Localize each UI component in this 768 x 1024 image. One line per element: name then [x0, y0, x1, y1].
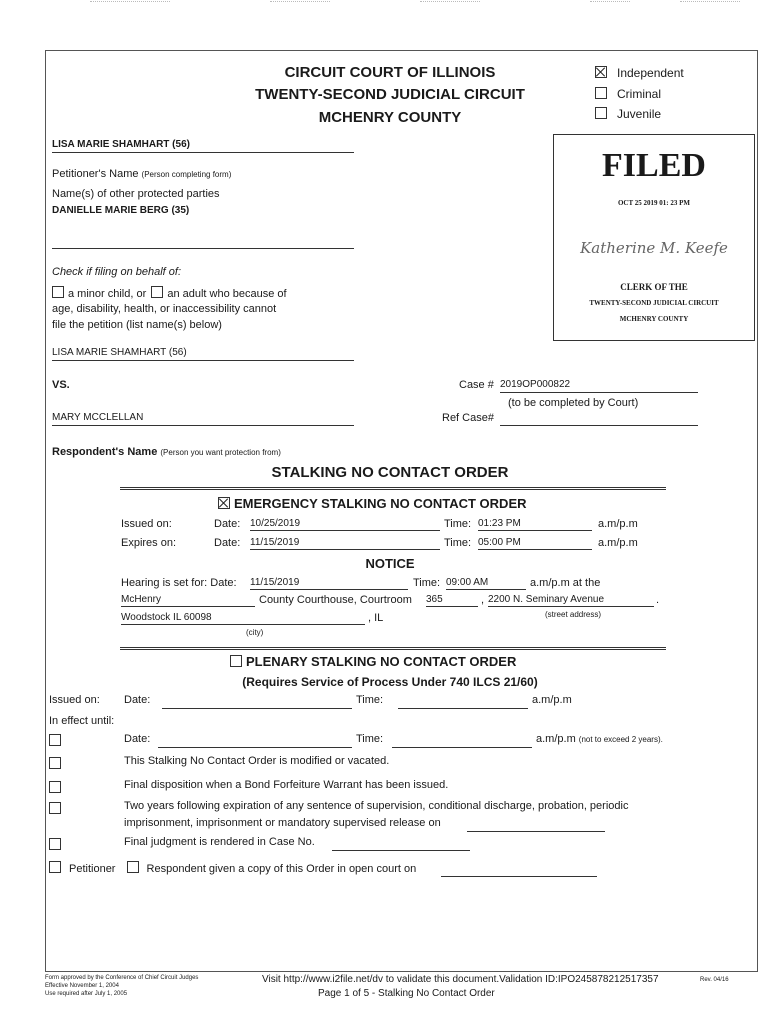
- city-field[interactable]: Woodstock IL 60098: [121, 612, 365, 625]
- divider: [120, 487, 666, 490]
- issued-time-field[interactable]: 01:23 PM: [478, 518, 592, 531]
- emergency-title: EMERGENCY STALKING NO CONTACT ORDER: [218, 496, 527, 511]
- respondent-copy-checkbox[interactable]: [127, 861, 139, 873]
- petitioner-name-field[interactable]: LISA MARIE SHAMHART (56): [52, 139, 354, 153]
- behalf-name-field[interactable]: LISA MARIE SHAMHART (56): [52, 347, 354, 361]
- issued-time-label: Time:: [444, 518, 472, 530]
- clerk-line-3: MCHENRY COUNTY: [619, 315, 689, 323]
- issued-date-field[interactable]: 10/25/2019: [250, 518, 440, 531]
- street-note: (street address): [545, 610, 602, 619]
- hearing-ampm: a.m/p.m at the: [530, 577, 601, 589]
- courtroom-field[interactable]: 365: [426, 594, 478, 607]
- county-name: MCHENRY COUNTY: [318, 109, 462, 126]
- two-years-checkbox[interactable]: [49, 802, 61, 814]
- petitioner-name-label: Petitioner's Name (Person completing form): [52, 168, 232, 180]
- case-type-independent[interactable]: Independent: [595, 66, 684, 80]
- checkbox-icon[interactable]: [595, 87, 607, 99]
- expires-date-label: Date:: [214, 537, 241, 549]
- filed-datetime: OCT 25 2019 01: 23 PM: [617, 199, 690, 207]
- approval-note: Form approved by the Conference of Chief Circuit Judges Effective November 1, 2004 Use required after July 1, 2005: [45, 975, 199, 997]
- issued-ampm: a.m/p.m: [598, 518, 638, 530]
- until-date-field[interactable]: [158, 747, 352, 748]
- clerk-line-1: CLERK OF THE: [620, 282, 688, 292]
- behalf-line-2: age, disability, health, or inaccessibility cannot: [52, 303, 277, 315]
- two-years-text-2: imprisonment, imprisonment or mandatory supervised release on: [124, 817, 441, 829]
- state-label: , IL: [368, 612, 384, 624]
- respondent-name-field[interactable]: MARY MCCLELLAN: [52, 412, 354, 426]
- case-note: (to be completed by Court): [508, 397, 639, 409]
- case-number-field[interactable]: 2019OP000822: [500, 379, 698, 393]
- petitioner-copy-checkbox[interactable]: [49, 861, 61, 873]
- plenary-checkbox[interactable]: [230, 655, 242, 667]
- emergency-checkbox[interactable]: [218, 497, 230, 509]
- clerk-signature: Katherine M. Keefe: [580, 239, 728, 257]
- minor-child-checkbox[interactable]: [52, 286, 64, 298]
- other-parties-label: Name(s) of other protected parties: [52, 188, 220, 200]
- until-time-label: Time:: [356, 733, 384, 745]
- judgment-case-field[interactable]: [332, 850, 470, 851]
- until-ampm: a.m/p.m (not to exceed 2 years).: [536, 733, 663, 745]
- city-note: (city): [246, 628, 264, 637]
- plenary-subtitle: (Requires Service of Process Under 740 ILCS 21/60): [242, 675, 538, 689]
- expires-time-label: Time:: [444, 537, 472, 549]
- case-type-juvenile[interactable]: Juvenile: [595, 107, 661, 121]
- hearing-date-field[interactable]: 11/15/2019: [250, 577, 408, 590]
- court-name: CIRCUIT COURT OF ILLINOIS: [284, 64, 496, 81]
- until-date-checkbox[interactable]: [49, 734, 61, 746]
- hearing-label: Hearing is set for: Date:: [121, 577, 237, 589]
- open-court-date-field[interactable]: [441, 876, 597, 877]
- plenary-issued-label: Issued on:: [49, 694, 100, 706]
- vs-label: VS.: [52, 379, 70, 391]
- modified-row: [49, 757, 65, 771]
- hearing-time-field[interactable]: 09:00 AM: [446, 577, 526, 590]
- courthouse-label: County Courthouse, Courtroom: [259, 594, 412, 606]
- release-date-field[interactable]: [467, 831, 605, 832]
- plenary-issued-time-field[interactable]: [398, 708, 528, 709]
- case-type-criminal[interactable]: Criminal: [595, 87, 661, 101]
- period: .: [656, 594, 660, 606]
- other-parties-line[interactable]: [52, 248, 354, 249]
- in-effect-label: In effect until:: [49, 715, 115, 727]
- ref-case-field[interactable]: [500, 425, 698, 426]
- revision: Rev. 04/16: [700, 977, 729, 983]
- circuit-name: TWENTY-SECOND JUDICIAL CIRCUIT: [255, 86, 525, 103]
- copy-line: Petitioner Respondent given a copy of this Order in open court on: [49, 861, 416, 875]
- checked-box-icon[interactable]: [595, 66, 607, 78]
- other-parties-value[interactable]: DANIELLE MARIE BERG (35): [52, 205, 190, 216]
- divider: [120, 647, 666, 650]
- filed-title: FILED: [602, 147, 706, 184]
- modified-checkbox[interactable]: [49, 757, 61, 769]
- expires-on-label: Expires on:: [121, 537, 177, 549]
- checkbox-icon[interactable]: [595, 107, 607, 119]
- filed-stamp: [553, 134, 755, 341]
- plenary-time-label: Time:: [356, 694, 384, 706]
- expires-date-field[interactable]: 11/15/2019: [250, 537, 440, 550]
- hearing-time-label: Time:: [413, 577, 441, 589]
- comma: ,: [481, 594, 485, 606]
- county-field[interactable]: McHenry: [121, 594, 255, 607]
- plenary-date-label: Date:: [124, 694, 151, 706]
- until-date-label: Date:: [124, 733, 151, 745]
- notice-title: NOTICE: [365, 556, 415, 571]
- plenary-ampm: a.m/p.m: [532, 694, 572, 706]
- expires-time-field[interactable]: 05:00 PM: [478, 537, 592, 550]
- modified-text: This Stalking No Contact Order is modified or vacated.: [124, 755, 390, 767]
- issued-on-label: Issued on:: [121, 518, 172, 530]
- ref-case-label: Ref Case#: [442, 412, 494, 424]
- plenary-title: PLENARY STALKING NO CONTACT ORDER: [230, 654, 516, 669]
- case-number-label: Case #: [459, 379, 494, 391]
- behalf-label: Check if filing on behalf of:: [52, 266, 182, 278]
- bond-checkbox[interactable]: [49, 781, 61, 793]
- bond-row: [49, 781, 65, 795]
- judgment-checkbox[interactable]: [49, 838, 61, 850]
- judgment-row: [49, 838, 65, 852]
- judgment-text: Final judgment is rendered in Case No.: [124, 836, 315, 848]
- behalf-line-3: file the petition (list name(s) below): [52, 319, 222, 331]
- page-number: Page 1 of 5 - Stalking No Contact Order: [318, 988, 495, 999]
- clerk-line-2: TWENTY-SECOND JUDICIAL CIRCUIT: [589, 299, 719, 307]
- behalf-options: a minor child, or an adult who because of: [52, 286, 287, 300]
- issued-date-label: Date:: [214, 518, 241, 530]
- until-time-field[interactable]: [392, 747, 532, 748]
- two-years-text-1: Two years following expiration of any sentence of supervision, conditional discharge, probation, periodic: [124, 800, 629, 812]
- validation-text: Visit http://www.i2file.net/dv to validate this document.Validation ID:IPO245878212517357: [262, 974, 659, 985]
- order-title: STALKING NO CONTACT ORDER: [271, 464, 509, 481]
- respondent-name-label: Respondent's Name (Person you want protection from): [52, 446, 281, 458]
- expires-ampm: a.m/p.m: [598, 537, 638, 549]
- bond-text: Final disposition when a Bond Forfeiture Warrant has been issued.: [124, 779, 449, 791]
- adult-checkbox[interactable]: [151, 286, 163, 298]
- street-field[interactable]: 2200 N. Seminary Avenue: [488, 594, 654, 607]
- plenary-issued-date-field[interactable]: [162, 708, 352, 709]
- two-years-row: [49, 802, 65, 816]
- until-date-row: [49, 734, 65, 748]
